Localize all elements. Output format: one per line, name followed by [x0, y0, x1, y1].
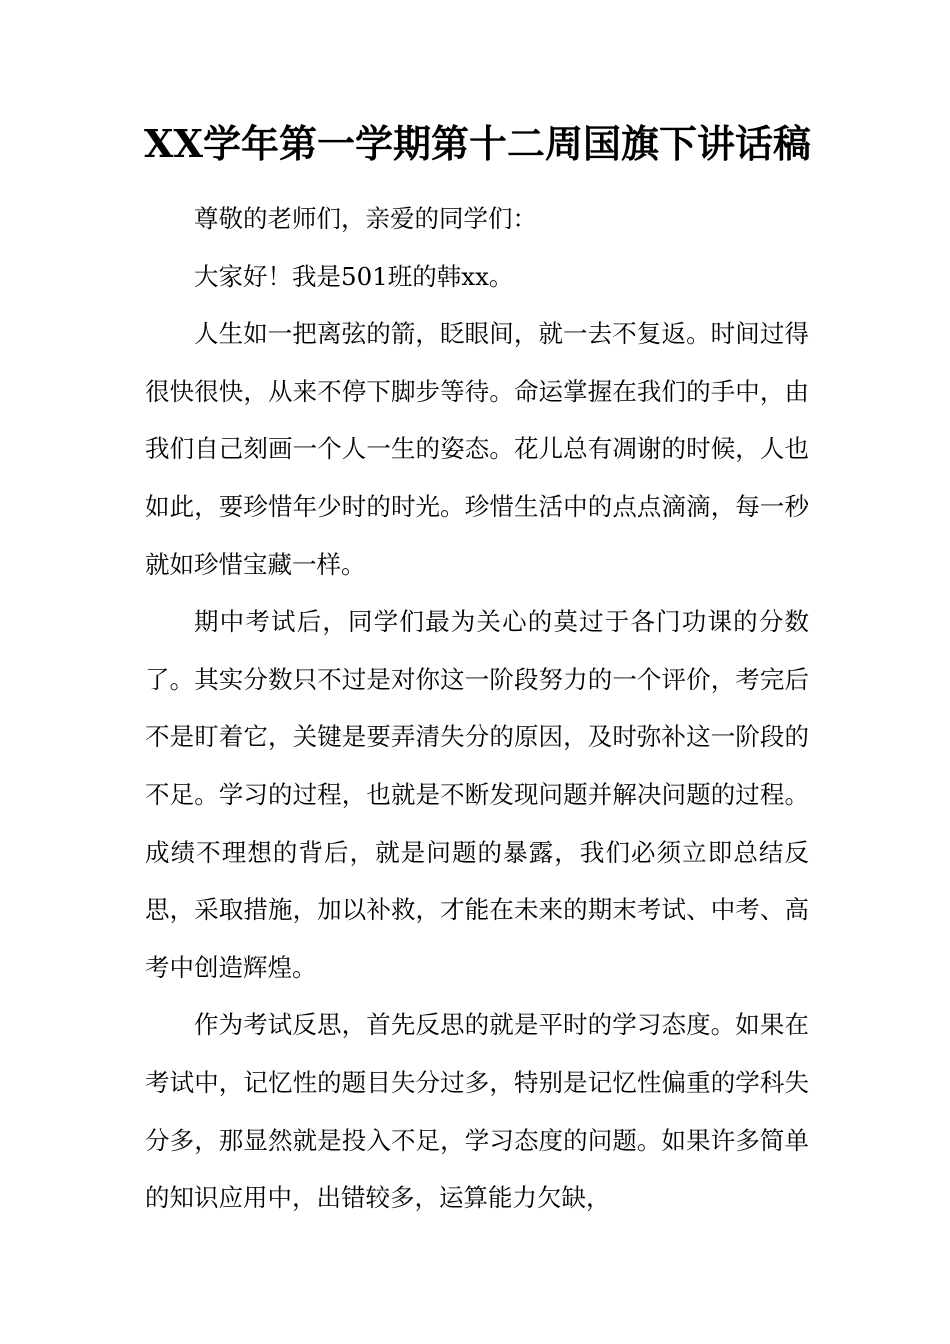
paragraph-introduction: 大家好！我是501班的韩xx。: [194, 261, 514, 291]
paragraph: 人生如一把离弦的箭，眨眼间，就一去不复返。时间过得很快很快，从来不停下脚步等待。命运掌握在我们的手中，由我们自己刻画一个人一生的姿态。花儿总有凋谢的时候，人也如此，要珍惜年少时的时光。珍惜生活中的点点滴滴，每一秒就如珍惜宝藏一样。: [145, 319, 809, 579]
paragraph: 期中考试后，同学们最为关心的莫过于各门功课的分数了。其实分数只不过是对你这一阶段努力的一个评价，考完后不是盯着它，关键是要弄清失分的原因，及时弥补这一阶段的不足。学习的过程，也就是不断发现问题并解决问题的过程。成绩不理想的背后，就是问题的暴露，我们必须立即总结反思，采取措施，加以补救，才能在未来的期末考试、中考、高考中创造辉煌。: [145, 607, 809, 982]
paragraph-greeting: 尊敬的老师们，亲爱的同学们：: [194, 204, 537, 233]
document-body: [145, 190, 809, 1227]
document-title: XX学年第一学期第十二周国旗下讲话稿: [144, 121, 811, 166]
paragraph: 作为考试反思，首先反思的就是平时的学习态度。如果在考试中，记忆性的题目失分过多，特别是记忆性偏重的学科失分多，那显然就是投入不足，学习态度的问题。如果许多简单的知识应用中，出错较多，运算能力欠缺，: [145, 1010, 809, 1213]
